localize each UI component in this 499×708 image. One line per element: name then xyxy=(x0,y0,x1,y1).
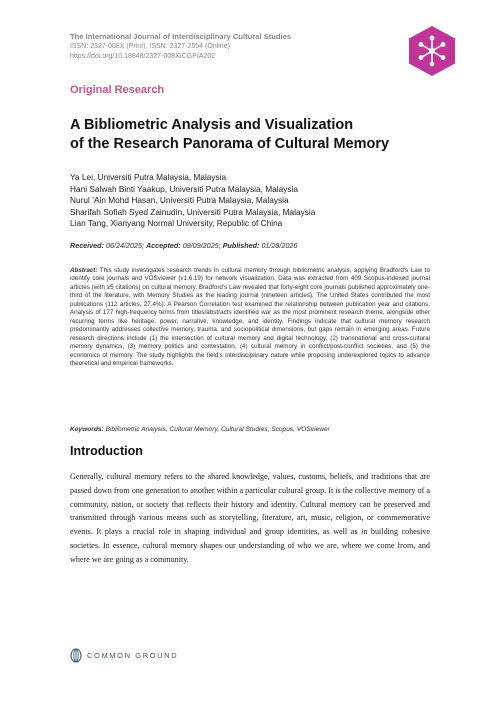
abstract xyxy=(70,267,430,368)
journal-title: The International Journal of Interdisciplinary Cultural Studies xyxy=(70,32,292,41)
publisher-name: COMMON GROUND xyxy=(87,651,179,660)
accepted-label: Accepted: xyxy=(145,241,181,250)
journal-issn: ISSN: 2327-008X (Print), ISSN: 2327-2554 (Online) xyxy=(70,43,230,50)
author-item: Sharifah Sofiah Syed Zainudin, Universiti Putra Malaysia, Malaysia xyxy=(70,206,316,217)
author-item: Lian Tang, Xianyang Normal University, Republic of China xyxy=(70,218,283,228)
received-date: 06/24/2025; xyxy=(105,241,144,250)
author-list xyxy=(70,172,450,230)
title-line: A Bibliometric Analysis and Visualization xyxy=(70,117,354,133)
keywords xyxy=(70,426,430,433)
publication-dates xyxy=(70,241,297,250)
published-label: Published: xyxy=(222,241,260,250)
journal-doi[interactable]: https://doi.org/10.18848/2327-008X/CGP/A202 xyxy=(70,52,216,60)
received-label: Received: xyxy=(70,241,104,250)
title-line: of the Research Panorama of Cultural Memory xyxy=(70,136,390,152)
accepted-date: 09/09/2025; xyxy=(182,241,221,250)
introduction-paragraph: Generally, cultural memory refers to the shared knowledge, values, customs, beliefs, and traditions that are passed down from one generation to another within a particular cultural group. It is the collective memory of a community, nation, or society that reflects their history and identity. Cultural memory can be preserved and transmitted through various means such as storytelling, literature, art, music, religion, or commemorative events. It plays a crucial role in shaping individual and group identities, as well as in building cohesive societies. In essence, cultural memory shapes our understanding of who we are, where we come from, and where we are going as a community. xyxy=(70,472,430,564)
hexagon-network-icon xyxy=(409,26,455,76)
publisher-logo xyxy=(70,648,178,663)
author-item: Ya Lei, Universiti Putra Malaysia, Malaysia xyxy=(70,172,227,182)
keywords-label: Keywords: xyxy=(70,426,104,433)
introduction-heading: Introduction xyxy=(70,444,143,458)
keywords-text: Bibliometric Analysis, Cultural Memory, Cultural Studies, Scopus, VOSviewer xyxy=(105,426,330,433)
author-item: Hani Salwah Binti Yaakup, Universiti Putra Malaysia, Malaysia xyxy=(70,183,298,194)
section-label: Original Research xyxy=(70,84,165,96)
abstract-label: Abstract: xyxy=(70,267,98,274)
common-ground-logo-icon xyxy=(70,648,82,663)
author-item: Nurul ’Ain Mohd Hasan, Universiti Putra Malaysia, Malaysia xyxy=(70,195,289,205)
journal-header xyxy=(70,32,400,61)
published-date: 01/28/2026 xyxy=(261,241,298,250)
article-title xyxy=(70,116,450,154)
abstract-text: This study investigates research trends in cultural memory through bibliometric analysis, applying Bradford’s Law to identify core journals and VOSviewer (v1.6.19) for network visualization. Data was extracted from 409 Scopus-indexed journal articles (with ≥5 citations) on cultural memory. Bradford’s Law revealed that forty-eight core journals published approximately one-third of the literature, with Memory Studies as the leading journal (nineteen articles). The United States contributed the most publications (112 articles, 27.4%). A Pearson Correlation test examined the relationship between publication year and citations. Analysis of 177 high-frequency terms from titles/abstracts identified war as the most prominent research theme, alongside other recurring terms like heritage, power, narrative, knowledge, and identity. Findings indicate that cultural memory research predominantly addresses collective memory, trauma, and sociopolitical dimensions, but gaps remain in emerging areas. Future research directions include (1) the intersection of cultural memory and digital technology, (2) transnational and cross-cultural memory dynamics, (3) memory politics and contestation, (4) cultural memory in conflict/post-conflict societies, and (5) the economics of memory. The study highlights the field’s interdisciplinary nature while proposing underexplored topics to advance theoretical and empirical frameworks. xyxy=(70,267,430,367)
